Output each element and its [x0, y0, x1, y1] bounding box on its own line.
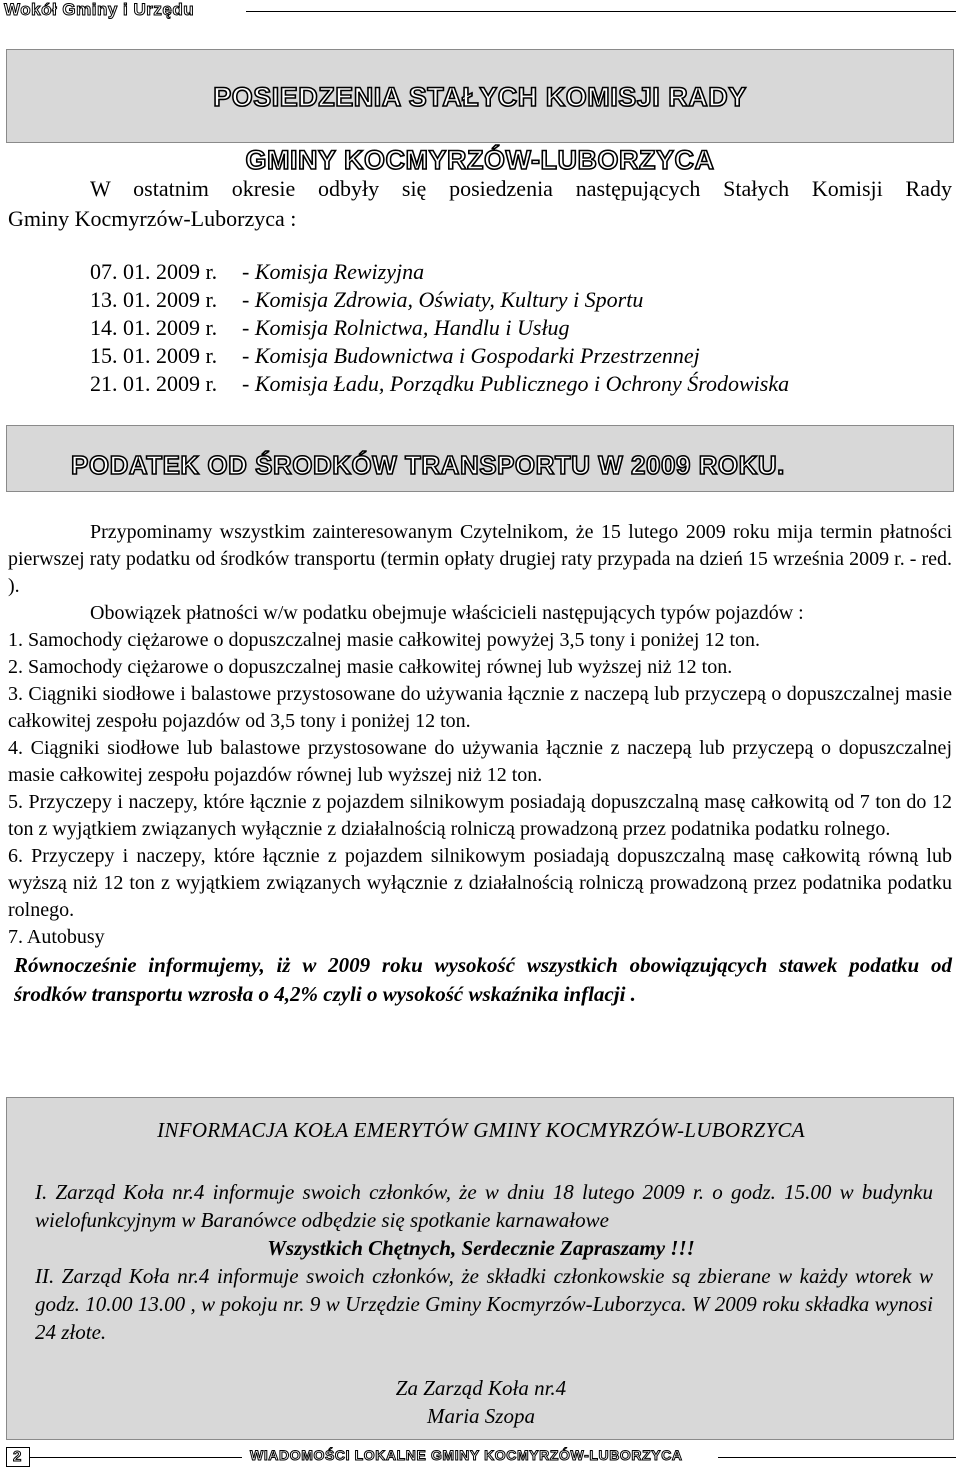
page-footer	[0, 1440, 960, 1473]
tax-paragraph-1: Przypominamy wszystkim zainteresowanym Czytelnikom, że 15 lutego 2009 roku mija termin płatności pierwszej raty podatku od środków transportu (termin opłaty drugiej raty przypada na dzień 15 września 2009 r. - red. ).	[8, 521, 952, 597]
commission-title-line2: GMINY KOCMYRZÓW-LUBORZYCA	[245, 145, 715, 175]
tax-closing	[8, 951, 952, 1009]
meeting-date: 13. 01. 2009 r.	[90, 287, 218, 312]
page-number: 2	[6, 1447, 30, 1467]
meeting-date: 15. 01. 2009 r.	[90, 343, 218, 368]
seniors-item-2: II. Zarząd Koła nr.4 informuje swoich członków, że składki członkowskie są zbierane w każdy wtorek w godz. 10.00 13.00 , w pokoju nr. 9 w Urzędzie Gminy Kocmyrzów-Luborzyca. W 2009 roku składka wynosi 24 złote.	[35, 1264, 933, 1344]
meeting-item	[90, 314, 789, 342]
meeting-name: - Komisja Ładu, Porządku Publicznego i Ochrony Środowiska	[242, 371, 790, 396]
vehicle-type-item: 1. Samochody ciężarowe o dopuszczalnej masie całkowitej powyżej 3,5 tony i poniżej 12 ton.	[8, 629, 761, 651]
publication-title: WIADOMOŚCI LOKALNE GMINY KOCMYRZÓW-LUBORZYCA	[250, 1447, 683, 1463]
tax-closing-text: Równocześnie informujemy, iż w 2009 roku wysokość wszystkich obowiązujących stawek podatku od środków transportu wzrosła o 4,2% czyli o wysokość wskaźnika inflacji .	[14, 953, 952, 1006]
meeting-list	[90, 258, 789, 398]
seniors-title: INFORMACJA KOŁA EMERYTÓW GMINY KOCMYRZÓW-LUBORZYCA	[157, 1118, 805, 1142]
section-header	[0, 0, 960, 24]
footer-rule-left	[30, 1457, 242, 1458]
meeting-date: 07. 01. 2009 r.	[90, 259, 218, 284]
meeting-name: - Komisja Rewizyjna	[242, 259, 425, 284]
header-rule	[246, 11, 956, 12]
seniors-invite: Wszystkich Chętnych, Serdecznie Zapraszamy !!!	[267, 1236, 695, 1260]
vehicle-type-item: 6. Przyczepy i naczepy, które łącznie z pojazdem silnikowym posiadają dopuszczalną masę całkowitą równą lub wyższą niż 12 ton z wyjątkiem związanych wyłącznie z działalnością rolniczą prowadzoną przez podatnika podatku rolnego.	[8, 845, 952, 921]
vehicle-type-item: 5. Przyczepy i naczepy, które łącznie z pojazdem silnikowym posiadają dopuszczalną masę całkowitą od 7 ton do 12 ton z wyjątkiem związanych wyłącznie z działalnością rolniczą prowadzoną przez podatnika podatku rolnego.	[8, 791, 952, 840]
seniors-box	[6, 1097, 954, 1440]
meeting-item	[90, 370, 789, 398]
commission-title-box	[6, 49, 954, 175]
meeting-date: 14. 01. 2009 r.	[90, 315, 218, 340]
vehicle-type-item: 7. Autobusy	[8, 926, 105, 948]
meeting-item	[90, 286, 789, 314]
tax-paragraph-2: Obowiązek płatności w/w podatku obejmuje właścicieli następujących typów pojazdów :	[90, 602, 804, 624]
intro-line1: W ostatnim okresie odbyły się posiedzenia następujących Stałych Komisji Rady	[90, 176, 952, 201]
footer-rule-right	[718, 1457, 956, 1458]
seniors-signature-2: Maria Szopa	[427, 1404, 535, 1428]
section-title: Wokół Gminy i Urzędu	[4, 0, 195, 19]
vehicle-type-item: 4. Ciągniki siodłowe lub balastowe przystosowane do używania łącznie z naczepą lub przyczepą o dopuszczalnej masie całkowitej zespołu pojazdów równej lub wyższej niż 12 ton.	[8, 737, 952, 786]
intro-line2: Gminy Kocmyrzów-Luborzyca :	[8, 206, 297, 231]
vehicle-type-item: 2. Samochody ciężarowe o dopuszczalnej masie całkowitej równej lub wyższej niż 12 ton.	[8, 656, 733, 678]
tax-article	[8, 519, 952, 1009]
seniors-signature-1: Za Zarząd Koła nr.4	[395, 1376, 567, 1400]
meeting-name: - Komisja Rolnictwa, Handlu i Usług	[242, 315, 570, 340]
meeting-name: - Komisja Zdrowia, Oświaty, Kultury i Sportu	[242, 287, 644, 312]
meeting-item	[90, 258, 789, 286]
tax-title: PODATEK OD ŚRODKÓW TRANSPORTU W 2009 ROKU.	[71, 450, 785, 480]
vehicle-type-item: 3. Ciągniki siodłowe i balastowe przystosowane do używania łącznie z naczepą lub przyczepą o dopuszczalnej masie całkowitej zespołu pojazdów od 3,5 tony i poniżej 12 ton.	[8, 683, 952, 732]
tax-title-box	[6, 425, 954, 492]
meeting-name: - Komisja Budownictwa i Gospodarki Przestrzennej	[242, 343, 700, 368]
commission-intro	[8, 174, 952, 234]
commission-title-line1: POSIEDZENIA STAŁYCH KOMISJI RADY	[213, 82, 747, 112]
meeting-date: 21. 01. 2009 r.	[90, 371, 218, 396]
seniors-item-1: I. Zarząd Koła nr.4 informuje swoich członków, że w dniu 18 lutego 2009 r. o godz. 15.00 w budynku wielofunkcyjnym w Baranówce odbędzie się spotkanie karnawałowe	[35, 1180, 933, 1232]
meeting-item	[90, 342, 789, 370]
